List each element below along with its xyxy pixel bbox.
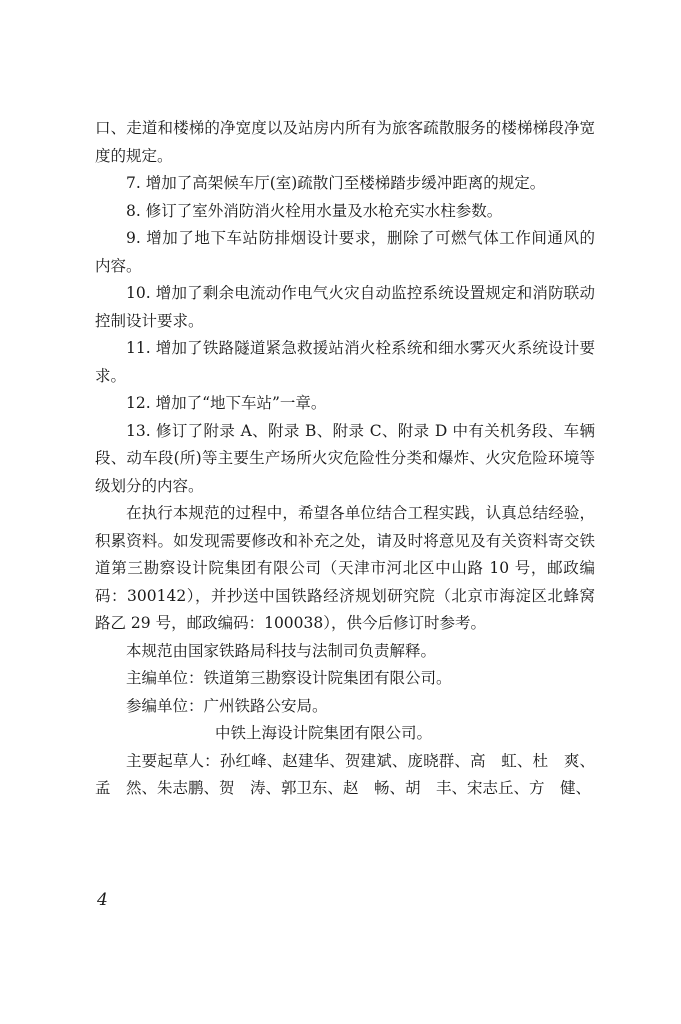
interpretation-statement: 本规范由国家铁路局科技与法制司负责解释。 — [126, 641, 437, 660]
list-item-13: 13. 修订了附录 A、附录 B、附录 C、附录 D 中有关机务段、车辆段、动车段(所)等主要生产场所火灾危险性分类和爆炸、火灾危险环境等级划分的内容。 — [95, 421, 595, 495]
main-drafters: 主要起草人：孙红峰、赵建华、贺建斌、庞晓群、高 虹、杜 爽、孟 然、朱志鹏、贺 涛、郭卫东、赵 畅、胡 丰、宋志丘、方 健、 — [95, 751, 595, 797]
list-item-8: 8. 修订了室外消防消火栓用水量及水枪充实水柱参数。 — [126, 201, 503, 220]
list-item-10: 10. 增加了剩余电流动作电气火灾自动监控系统设置规定和消防联动控制设计要求。 — [95, 284, 595, 330]
chief-editor-unit: 主编单位：铁道第三勘察设计院集团有限公司。 — [126, 669, 452, 687]
participating-unit-2: 中铁上海设计院集团有限公司。 — [215, 724, 433, 742]
list-item-11: 11. 增加了铁路隧道紧急救援站消火栓系统和细水雾灭火系统设计要求。 — [95, 339, 595, 385]
paragraph-continuation: 口、走道和楼梯的净宽度以及站房内所有为旅客疏散服务的楼梯梯段净宽度的规定。 — [95, 119, 595, 165]
list-item-12: 12. 增加了“地下车站”一章。 — [126, 394, 327, 412]
participating-unit: 参编单位：广州铁路公安局。 — [126, 696, 328, 715]
list-item-9: 9. 增加了地下车站防排烟设计要求，删除了可燃气体工作间通风的内容。 — [95, 229, 595, 275]
page-body — [95, 115, 595, 803]
feedback-paragraph: 在执行本规范的过程中，希望各单位结合工程实践，认真总结经验，积累资料。如发现需要修改和补充之处，请及时将意见及有关资料寄交铁道第三勘察设计院集团有限公司（天津市河北区中山路 10 号，邮政编码：300142），并抄送中国铁路经济规划研究院（北京市海淀区北蜂窝路乙 29 号，邮政编码：100038），供今后修订时参考。 — [95, 504, 595, 632]
page-number: 4 — [97, 890, 108, 910]
list-item-7: 7. 增加了高架候车厅(室)疏散门至楼梯踏步缓冲距离的规定。 — [126, 174, 546, 192]
